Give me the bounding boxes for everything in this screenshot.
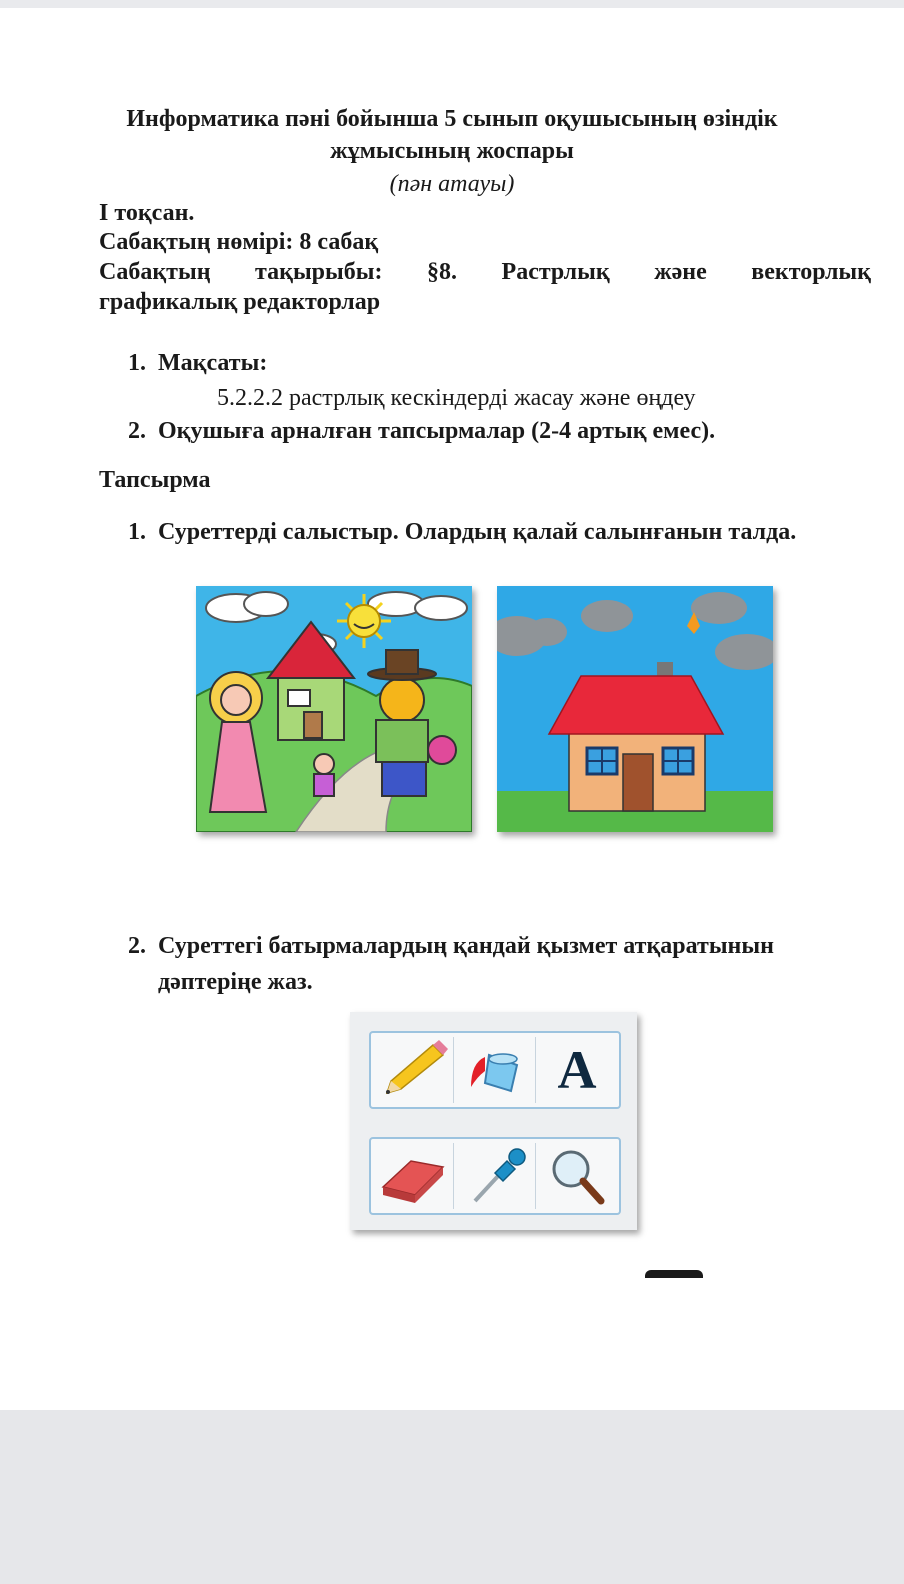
doc-title-line2: жұмысының жоспары [330, 138, 574, 164]
doc-subtitle: (пән атауы) [389, 171, 515, 197]
topic-word: Сабақтың [99, 259, 211, 285]
task-1-text: Суреттерді салыстыр. Олардың қалай салынғанын талда. [158, 519, 797, 545]
task-2-line1: Суреттегі батырмалардың қандай қызмет атқаратынын [158, 933, 774, 959]
vector-picture [497, 586, 773, 832]
document-page [0, 8, 904, 1410]
lesson-number: Сабақтың нөмірі: 8 сабақ [99, 229, 379, 255]
toolbar-row-1 [369, 1031, 621, 1109]
task-heading: Тапсырма [99, 467, 211, 493]
fill-tool [455, 1037, 536, 1103]
toolbar-row-2 [369, 1137, 621, 1215]
text-icon: A [557, 1040, 597, 1100]
quarter-label: І тоқсан. [99, 200, 195, 226]
goal-2-label: Оқушыға арналған тапсырмалар (2-4 артық емес). [158, 418, 716, 444]
topic-word: §8. [427, 259, 458, 285]
goal-1-text: 5.2.2.2 растрлық кескіндерді жасау және өңдеу [217, 385, 696, 411]
eyedropper-icon [455, 1143, 535, 1209]
eyedropper-tool [455, 1143, 536, 1209]
lesson-topic-line2: графикалық редакторлар [99, 289, 381, 315]
topic-word: тақырыбы: [255, 259, 383, 285]
goal-1-label: Мақсаты: [158, 350, 268, 376]
doc-title-line1: Информатика пәні бойынша 5 сынып оқушысының өзіндік [126, 106, 778, 132]
eraser-icon [373, 1143, 453, 1209]
zoom-tool [537, 1143, 617, 1209]
text-tool [537, 1037, 617, 1103]
topic-word: және [654, 259, 707, 285]
goal-1-number: 1. [128, 350, 146, 376]
task-2-line2: дәптеріңе жаз. [158, 969, 313, 995]
task-2-number: 2. [128, 933, 146, 959]
magnifier-icon [537, 1143, 617, 1209]
pencil-tool [373, 1037, 454, 1103]
toolbar-picture [350, 1012, 637, 1230]
lesson-topic-line1 [99, 259, 871, 286]
pencil-icon [373, 1037, 453, 1103]
raster-picture [196, 586, 472, 832]
topic-word: векторлық [751, 259, 871, 285]
cropped-artifact [645, 1270, 703, 1278]
topic-word: Растрлық [501, 259, 610, 285]
eraser-tool [373, 1143, 454, 1209]
goal-2-number: 2. [128, 418, 146, 444]
fill-bucket-icon [455, 1037, 535, 1103]
viewer-top-strip [0, 0, 904, 8]
task-1-number: 1. [128, 519, 146, 545]
